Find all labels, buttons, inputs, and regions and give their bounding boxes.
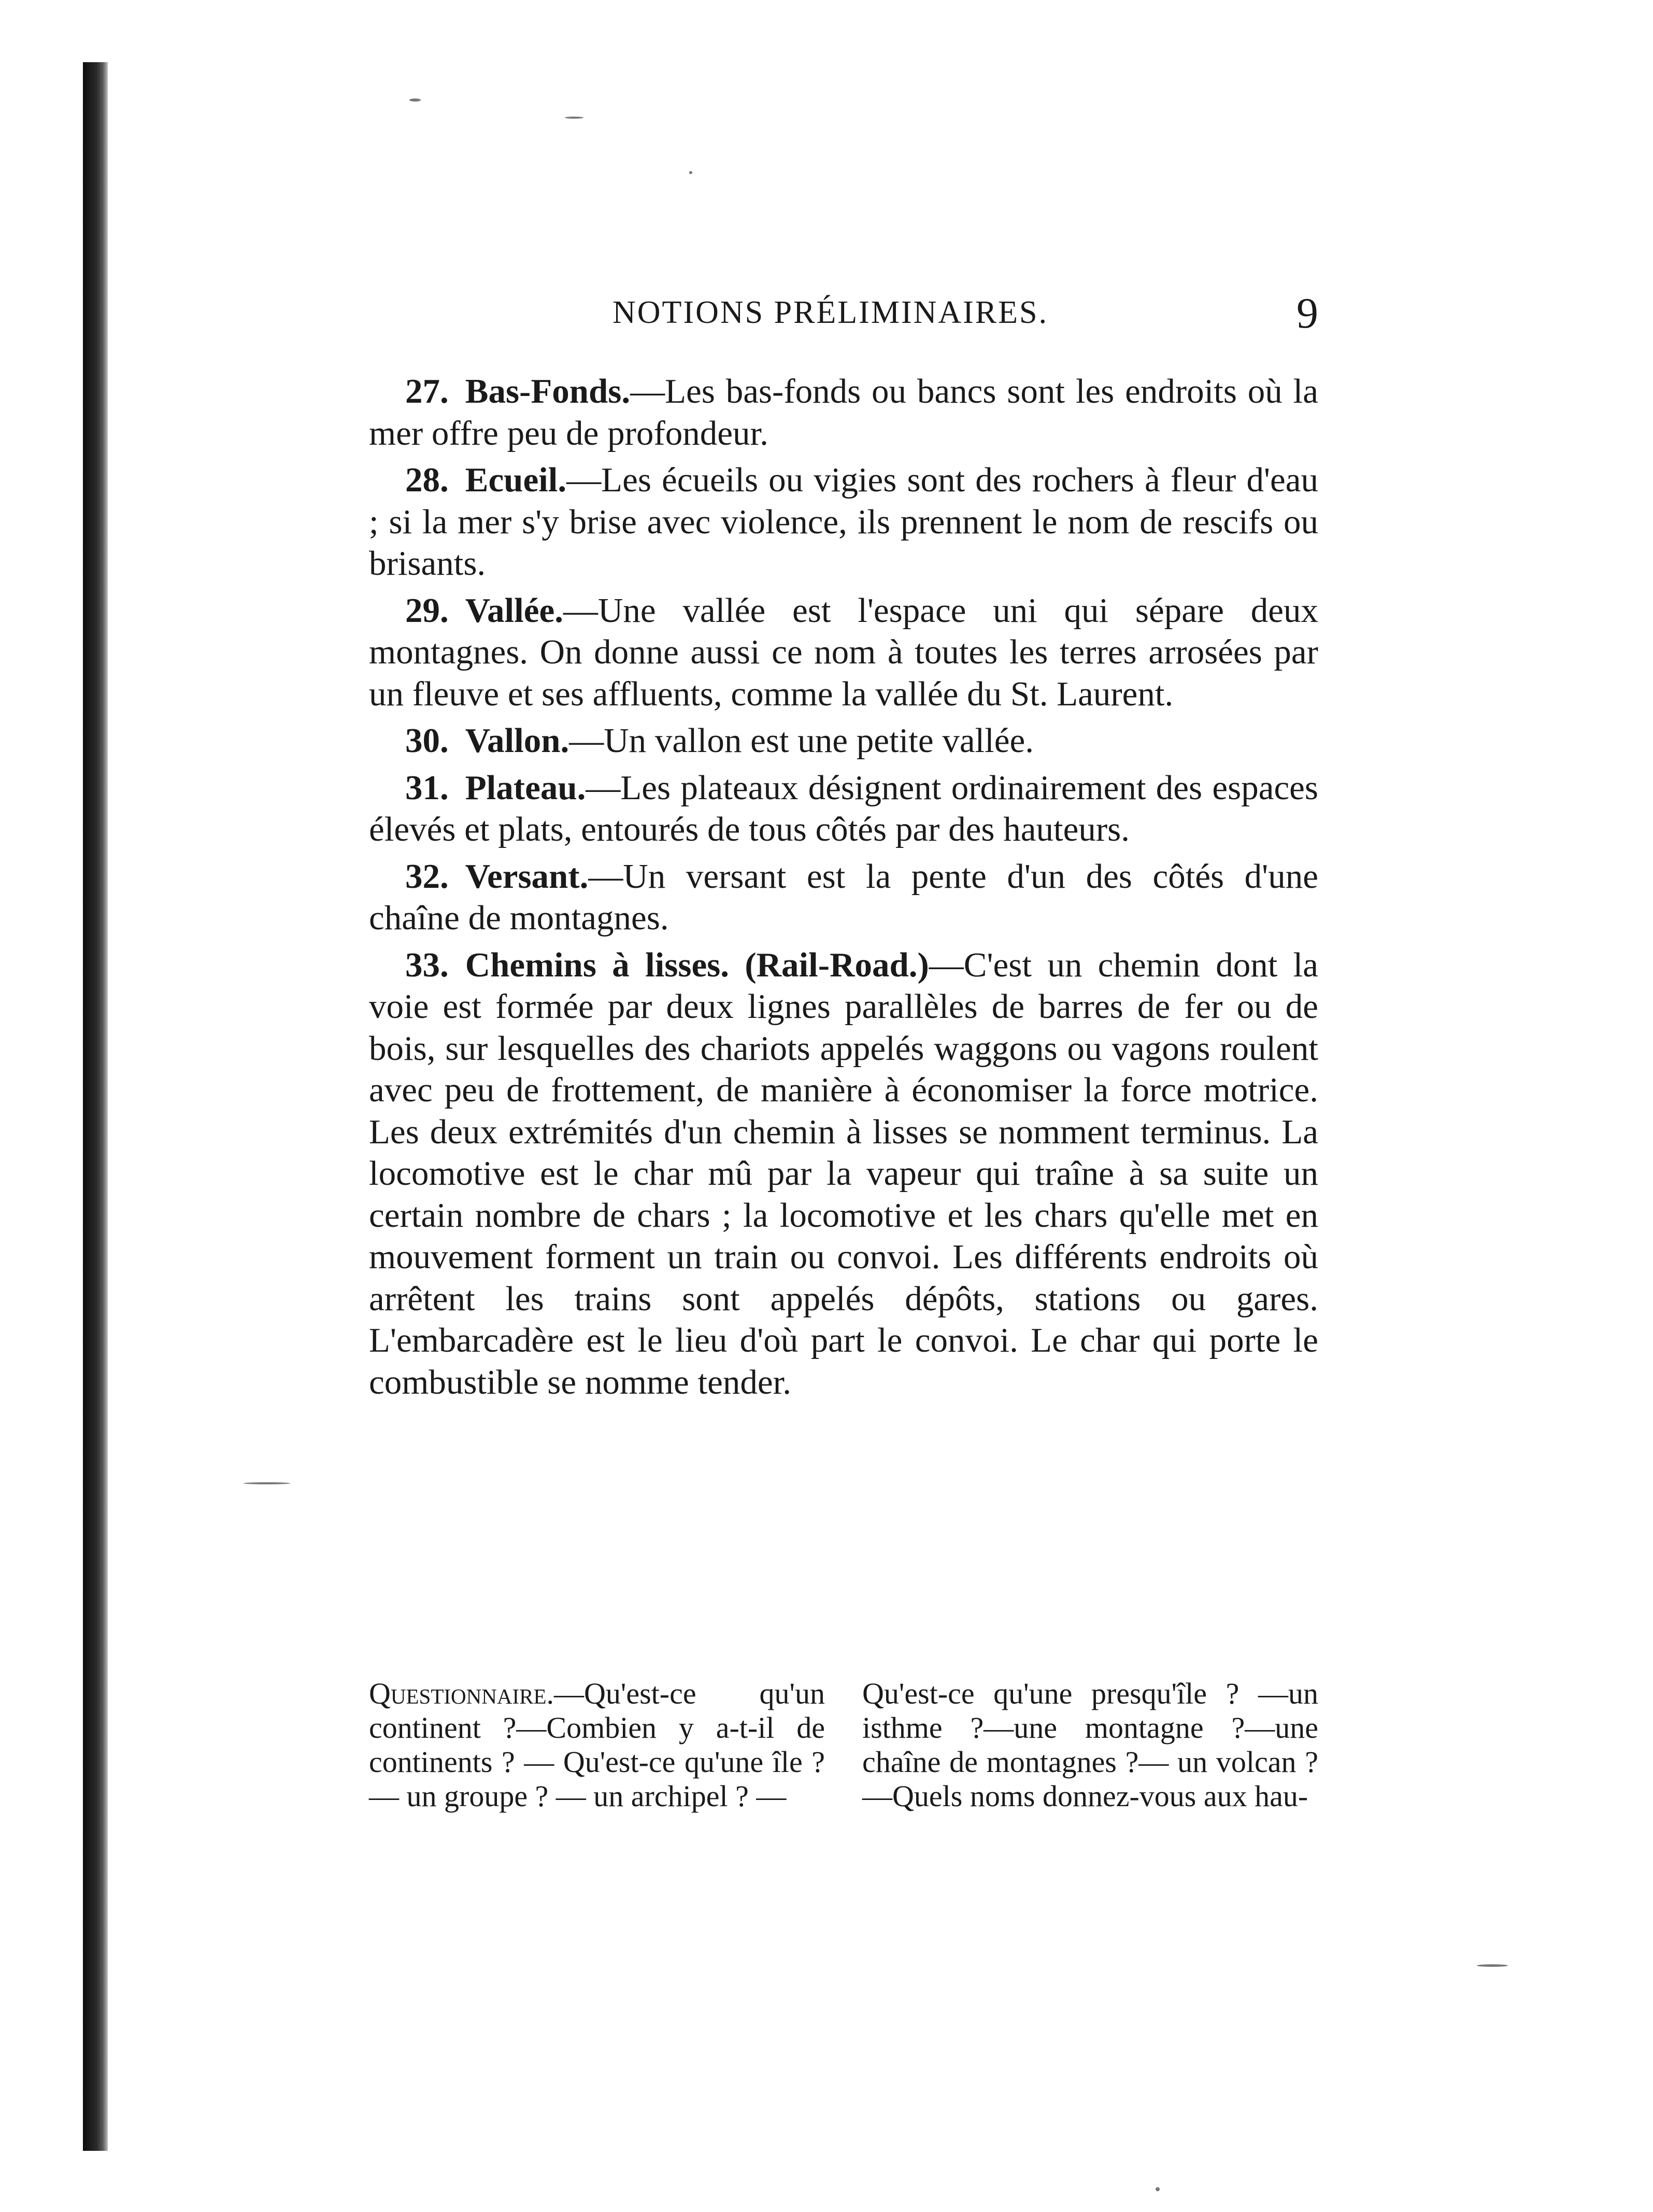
entry-body: Un versant est la pente d'un des côtés d'une chaîne de montagnes. xyxy=(369,857,1318,937)
entry-30 xyxy=(369,720,1318,762)
entry-term: Ecueil. xyxy=(465,461,567,499)
entry-body: Les bas-fonds ou bancs sont les endroits où la mer offre peu de profondeur. xyxy=(369,372,1318,452)
entry-number: 29. xyxy=(405,591,449,630)
entry-number: 28. xyxy=(405,461,449,499)
entry-number: 32. xyxy=(405,857,449,896)
questionnaire-text-left: —Qu'est-ce qu'un continent ?—Combien y a-t-il de continents ? — Qu'est-ce qu'une île ? — un groupe ? — un archipel ? — xyxy=(369,1677,825,1813)
entry-term: Vallée. xyxy=(465,591,563,630)
entry-dash: — xyxy=(630,372,665,410)
entry-dash: — xyxy=(929,945,964,984)
page-number: 9 xyxy=(1296,289,1318,337)
entry-term: Chemins à lisses. (Rail-Road.) xyxy=(465,945,929,984)
entry-29 xyxy=(369,590,1318,715)
entry-dash: — xyxy=(588,857,623,896)
entry-number: 31. xyxy=(405,768,449,807)
entry-dash: — xyxy=(569,721,604,760)
running-head xyxy=(369,290,1318,337)
entry-term: Versant. xyxy=(465,857,589,896)
entry-33 xyxy=(369,944,1318,1403)
entry-body: Les écueils ou vigies sont des rochers à fleur d'eau ; si la mer s'y brise avec violence, ils prennent le nom de rescifs ou brisants. xyxy=(369,461,1318,583)
entry-body: Les plateaux désignent ordinairement des espaces élevés et plats, entourés de tous côtés par des hauteurs. xyxy=(369,768,1318,848)
scan-speck xyxy=(244,1482,290,1484)
questionnaire-column-right xyxy=(862,1677,1318,1813)
entry-number: 30. xyxy=(405,721,449,760)
questionnaire-text-right: Qu'est-ce qu'une presqu'île ? —un isthme ?—une montagne ?—une chaîne de montagnes ?— un volcan ? —Quels noms donnez-vous aux hau- xyxy=(862,1677,1318,1813)
entry-28 xyxy=(369,459,1318,585)
scan-speck xyxy=(409,98,421,102)
entry-27 xyxy=(369,371,1318,454)
scan-speck xyxy=(565,117,583,119)
entry-term: Bas-Fonds. xyxy=(465,372,631,410)
entry-body: Une vallée est l'espace uni qui sépare deux montagnes. On donne aussi ce nom à toutes les terres arrosées par un fleuve et ses affluents, comme la vallée du St. Laurent. xyxy=(369,591,1318,713)
scan-speck xyxy=(689,171,692,174)
questionnaire xyxy=(369,1677,1318,1813)
entry-body: Un vallon est une petite vallée. xyxy=(604,721,1034,760)
scan-speck xyxy=(1477,1964,1508,1967)
questionnaire-label: Questionnaire. xyxy=(369,1677,554,1710)
entry-31 xyxy=(369,767,1318,850)
entry-number: 33. xyxy=(405,945,449,984)
entry-32 xyxy=(369,856,1318,939)
entry-dash: — xyxy=(586,768,621,807)
scan-speck xyxy=(1156,2187,1160,2191)
entry-term: Vallon. xyxy=(465,721,569,760)
entry-number: 27. xyxy=(405,372,449,410)
entry-body: C'est un chemin dont la voie est formée par deux lignes parallèles de barres de fer ou de bois, sur lesquelles des chariots appelés waggons ou vagons roulent avec peu de frottement, de manière à économiser la force motrice. Les deux extrémités d'un chemin à lisses se nomment terminus. La locomotive est le char mû par la vapeur qui traîne à sa suite un certain nombre de chars ; la locomotive et les chars qu'elle met en mouvement forment un train ou convoi. Les différents endroits où arrêtent les trains sont appelés dépôts, stations ou gares. L'embarcadère est le lieu d'où part le convoi. Le char qui porte le combustible se nomme tender. xyxy=(369,945,1318,1401)
entry-term: Plateau. xyxy=(465,768,586,807)
questionnaire-column-left xyxy=(369,1677,825,1813)
running-head-title: NOTIONS PRÉLIMINAIRES. xyxy=(612,295,1048,330)
page-binding-edge xyxy=(83,62,108,2151)
main-text xyxy=(369,371,1318,1408)
entry-dash: — xyxy=(566,461,602,499)
entry-dash: — xyxy=(563,591,598,630)
